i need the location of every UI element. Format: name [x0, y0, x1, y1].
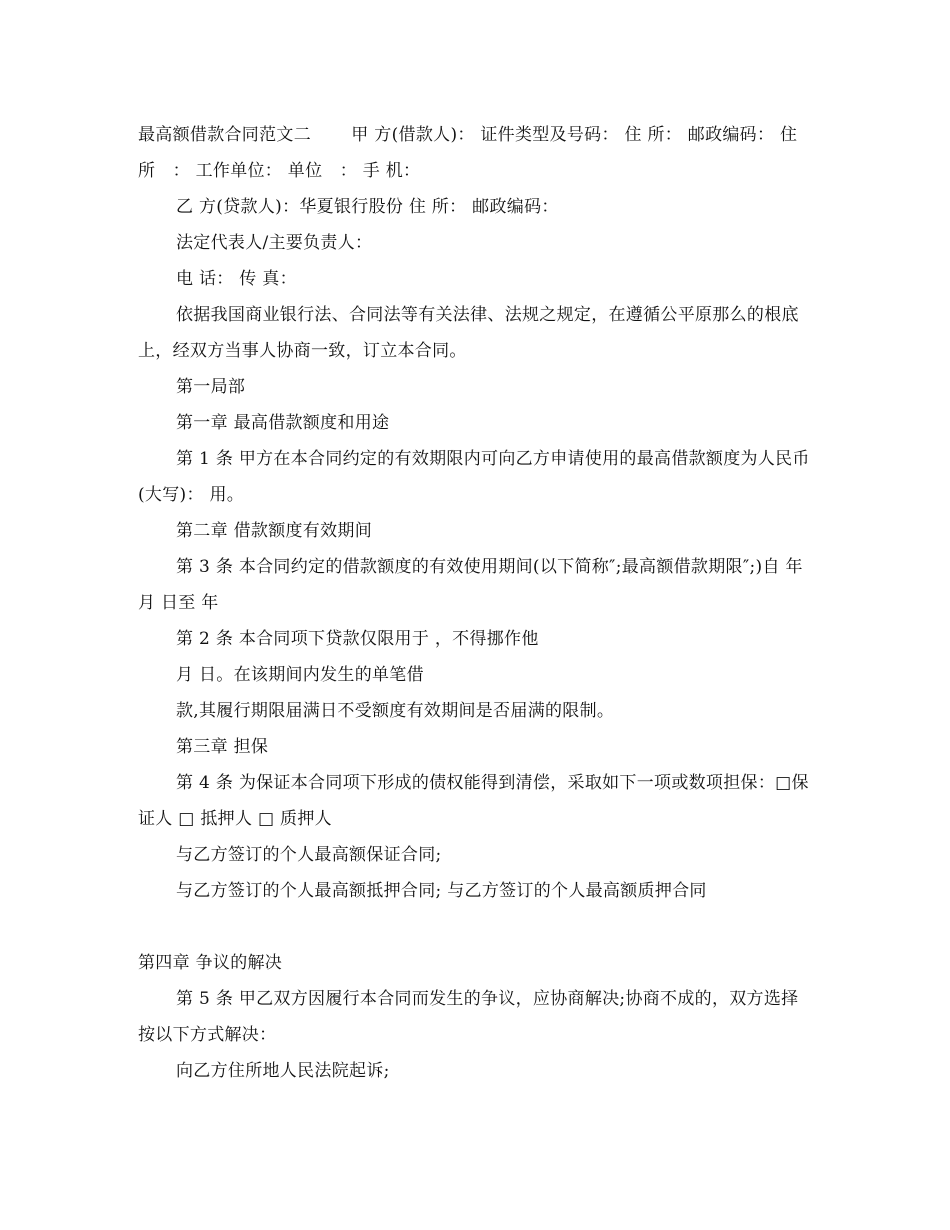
court-line: 向乙方住所地人民法院起诉; — [176, 1061, 390, 1081]
guarantee-contract-line: 与乙方签订的个人最高额保证合同; — [176, 845, 442, 865]
preamble-paragraph: 依据我国商业银行法、合同法等有关法律、法规之规定，在遵循公平原那么的根底上，经双方当事人协商一致，订立本合同。 — [138, 305, 799, 361]
legal-representative-line: 法定代表人/主要负责人： — [176, 233, 373, 253]
part-heading: 第一局部 — [176, 377, 246, 397]
chapter-4-heading: 第四章 争议的解决 — [138, 953, 283, 973]
phone-fax-line: 电 话： 传 真： — [176, 269, 297, 289]
chapter-3-heading: 第三章 担保 — [176, 737, 269, 757]
article-5-paragraph: 第 5 条 甲乙双方因履行本合同而发生的争议，应协商解决;协商不成的，双方选择按以下方式解决： — [138, 989, 799, 1045]
mortgage-pledge-contract-line: 与乙方签订的个人最高额抵押合同; 与乙方签订的个人最高额质押合同 — [176, 881, 707, 901]
article-3-paragraph: 第 3 条 本合同约定的借款额度的有效使用期间(以下简称″;最高额借款期限″;)自 年 月 日至 年 — [138, 557, 803, 613]
chapter-2-heading: 第二章 借款额度有效期间 — [176, 521, 373, 541]
article-4-paragraph: 第 4 条 为保证本合同项下形成的债权能得到清偿，采取如下一项或数项担保：□保证人 □ 抵押人 □ 质押人 — [138, 773, 809, 829]
article-2-paragraph: 第 2 条 本合同项下贷款仅限用于 ，不得挪作他 — [176, 629, 539, 649]
article-1-paragraph: 第 1 条 甲方在本合同约定的有效期限内可向乙方申请使用的最高借款额度为人民币(大写)： 用。 — [138, 449, 810, 505]
contract-body — [138, 117, 810, 1089]
loan-term-line: 款,其履行期限届满日不受额度有效期间是否届满的限制。 — [176, 701, 615, 721]
chapter-1-heading: 第一章 最高借款额度和用途 — [176, 413, 390, 433]
header-parties-paragraph: 最高额借款合同范文二 甲 方(借款人)： 证件类型及号码： 住 所： 邮政编码： 住所 ： 工作单位： 单位 ： 手 机： — [138, 125, 798, 181]
period-fragment-line: 月 日。在该期间内发生的单笔借 — [176, 665, 424, 685]
lender-paragraph: 乙 方(贷款人)：华夏银行股份 住 所： 邮政编码： — [176, 197, 559, 217]
blank-line — [138, 909, 810, 945]
